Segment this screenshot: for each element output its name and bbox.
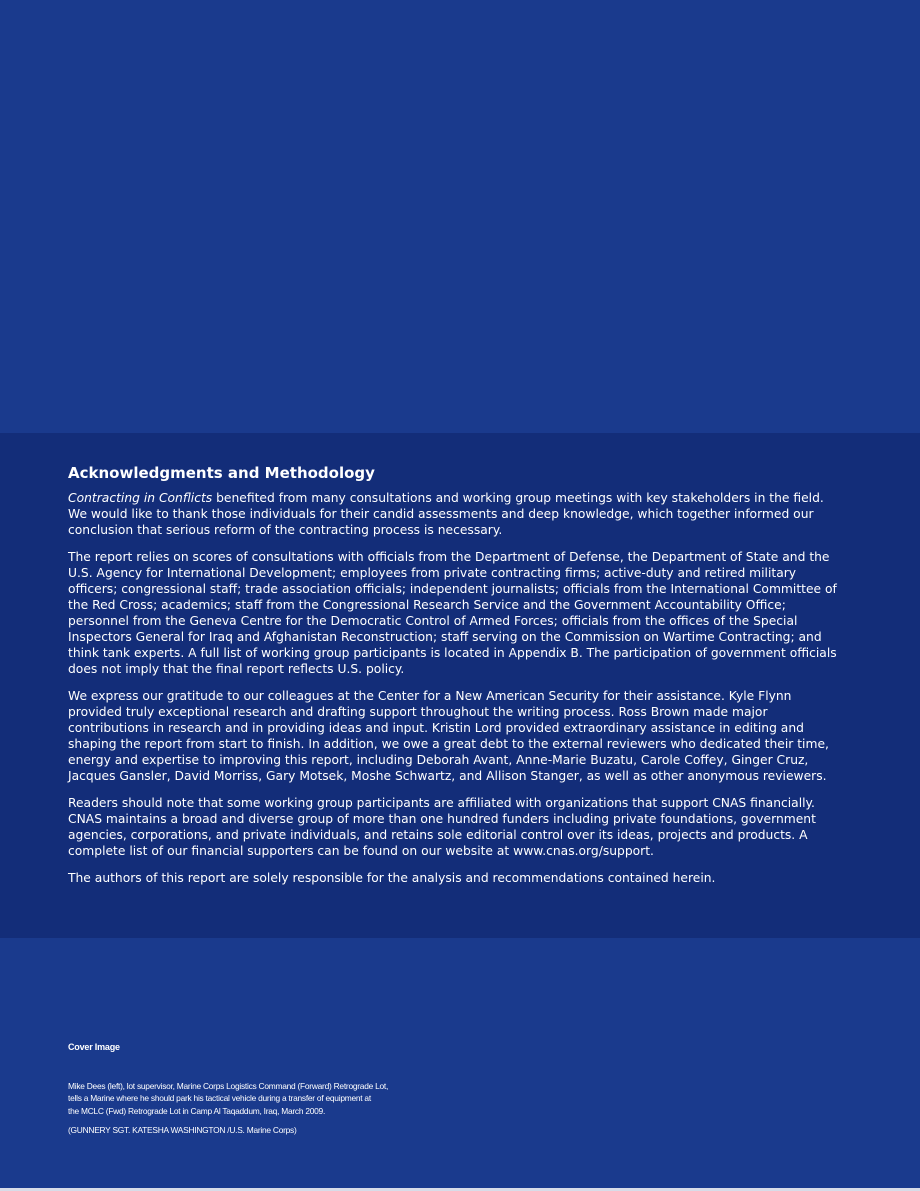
acknowledgments-paragraph-2: The report relies on scores of consultations with officials from the Department of Defense, the Department of State and the U.S. Agency for International Development; employees from private contracting firms; active-duty and retired military officers; congressional staff; trade association officials; independent journalists; officials from the International Committee of the Red Cross; academics; staff from the Congressional Research Service and the Government Accountability Office; personnel from the Geneva Centre for the Democratic Control of Armed Forces; officials from the offices of the Special Inspectors General for Iraq and Afghanistan Reconstruction; staff serving on the Commission on Wartime Contracting; and think tank experts. A full list of working group participants is located in Appendix B. The participation of government officials does not imply that the final report reflects U.S. policy. <box>68 550 837 676</box>
acknowledgments-paragraph-5: The authors of this report are solely responsible for the analysis and recommendations contained herein. <box>68 871 716 885</box>
cover-image-credits <box>68 1041 448 1136</box>
photo-credit: (GUNNERY SGT. KATESHA WASHINGTON /U.S. Marine Corps) <box>68 1125 297 1136</box>
acknowledgments-title: Acknowledgments and Methodology <box>68 464 375 482</box>
acknowledgments-paragraph-4: Readers should note that some working group participants are affiliated with organizations that support CNAS financially. CNAS maintains a broad and diverse group of more than one hundred funders including private foundations, government agencies, corporations, and private individuals, and retains sole editorial control over its ideas, projects and products. A complete list of our financial supporters can be found on our website at www.cnas.org/support. <box>68 796 816 858</box>
caption-line: Mike Dees (left), lot supervisor, Marine Corps Logistics Command (Forward) Retrograde Lot, <box>68 1081 389 1091</box>
acknowledgments-paragraph-1 <box>68 490 843 538</box>
acknowledgments-paragraph-3: We express our gratitude to our colleagues at the Center for a New American Security for their assistance. Kyle Flynn provided truly exceptional research and drafting support throughout the writing process. Ross Brown made major contributions in research and in providing ideas and input. Kristin Lord provided extraordinary assistance in editing and shaping the report from start to finish. In addition, we owe a great debt to the external reviewers who dedicated their time, energy and expertise to improving this report, including Deborah Avant, Anne-Marie Buzatu, Carole Coffey, Ginger Cruz, Jacques Gansler, David Morriss, Gary Motsek, Moshe Schwartz, and Allison Stanger, as well as other anonymous reviewers. <box>68 689 829 783</box>
paragraph-1-text: benefited from many consultations and working group meetings with key stakeholders in the field. We would like to thank those individuals for their candid assessments and deep knowledge, which together informed our conclusion that serious reform of the contracting process is necessary. <box>68 491 824 537</box>
caption-line: the MCLC (Fwd) Retrograde Lot in Camp Al Taqaddum, Iraq, March 2009. <box>68 1105 326 1116</box>
cover-image-title: Cover Image <box>68 1042 120 1052</box>
caption-line: tells a Marine where he should park his tactical vehicle during a transfer of equipment at <box>68 1093 371 1104</box>
acknowledgments-section <box>68 464 843 897</box>
cover-image-caption <box>68 1080 448 1117</box>
report-title-italic: Contracting in Conflicts <box>68 491 213 505</box>
blank-cover-area <box>0 0 920 433</box>
